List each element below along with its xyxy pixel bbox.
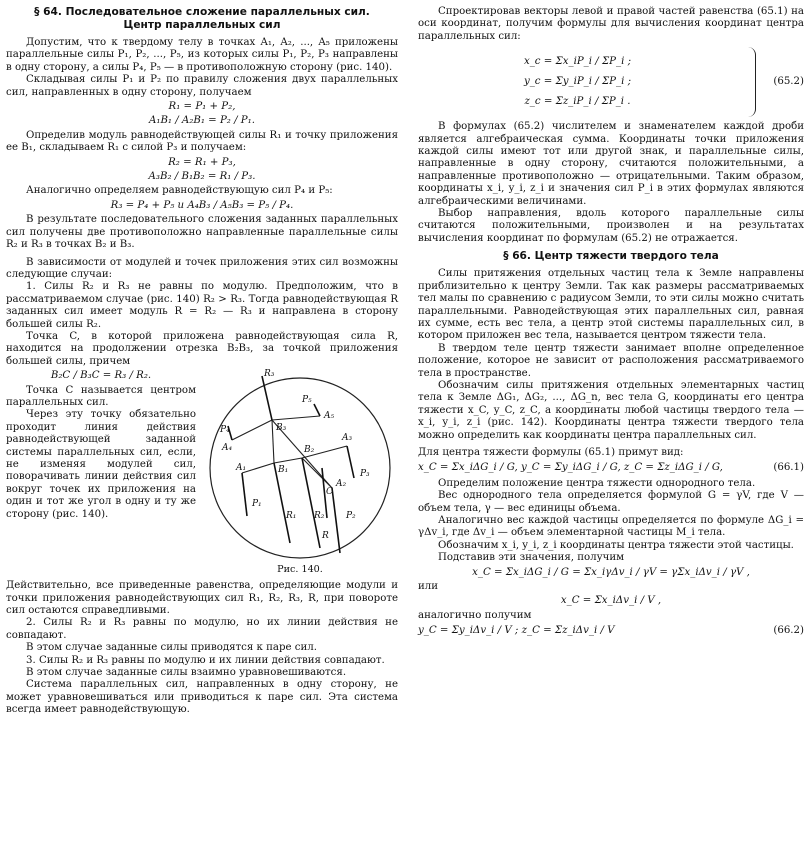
fig-label: P₁ bbox=[252, 499, 262, 510]
paragraph: Определим положение центра тяжести однородного тела. bbox=[438, 477, 756, 489]
text-figure-wrap bbox=[6, 368, 398, 580]
figure-140 bbox=[202, 368, 398, 580]
equation: R₂ = R₁ + P₃, bbox=[168, 156, 236, 168]
fig-label: C bbox=[326, 487, 333, 498]
paragraph: Обозначим x_i, y_i, z_i координаты центра тяжести этой частицы. bbox=[438, 539, 794, 551]
equation: x_c = Σx_iP_i / ΣP_i ; bbox=[523, 56, 632, 68]
left-column bbox=[6, 6, 398, 717]
equation-system-65-2 bbox=[418, 47, 804, 117]
paragraph: Точка C называется центром параллельных сил. bbox=[6, 384, 196, 408]
fig-label: R bbox=[322, 531, 329, 542]
paragraph: Система параллельных сил, направленных в одну сторону, не может уравновешиваться или приводиться к паре сил. Эта система всегда имеет равнодействующую. bbox=[6, 679, 398, 716]
fig-label: A₅ bbox=[324, 411, 335, 422]
paragraph: или bbox=[418, 581, 439, 593]
paragraph: 3. Силы R₂ и R₃ равны по модулю и их линии действия совпадают. bbox=[26, 654, 385, 666]
fig-label: P₂ bbox=[346, 511, 356, 522]
paragraph: Определив модуль равнодействующей силы R₁ и точку приложения ее B₁, складываем R₁ с силой P₃ и получаем: bbox=[6, 129, 398, 154]
paragraph: Через эту точку обязательно проходит линия действия равнодействующей заданной системы параллельных сил, если, не изменяя модулей сил, поворачивать линии действия сил вокруг точек их приложения на один и тот же угол в одну и ту же сторону (рис. 140). bbox=[6, 409, 196, 520]
paragraph: Складывая силы P₁ и P₂ по правилу сложения двух параллельных сил, направленных в одну сторону, получаем bbox=[6, 74, 398, 98]
fig-label: R₃ bbox=[264, 369, 275, 380]
fig-label: P₅ bbox=[302, 395, 312, 406]
paragraph: Допустим, что к твердому телу в точках A₁, A₂, ..., A₅ приложены параллельные силы P₁, P₂, ..., P₅, из которых силы P₁, P₂, P₃ направлены в одну сторону, а силы P₄, P₅ — в противоположную сторону (рис. 140). bbox=[6, 37, 398, 73]
paragraph: Силы притяжения отдельных частиц тела к Земле направлены приблизительно к центру Земли. Так как размеры рассматриваемых тел малы по сравнению с радиусом Земли, то эти силы можно считать параллельными. Равнодействующая этих параллельных сил, равная их сумме, есть вес тела, а центр этой системы параллельных сил, в котором приложен вес тела, называется центром тяжести тела. bbox=[418, 268, 804, 342]
fig-label: P₄ bbox=[220, 425, 230, 436]
paragraph: Для центра тяжести формулы (65.1) примут вид: bbox=[418, 446, 684, 458]
paragraph: В твердом теле центр тяжести занимает вполне определенное положение, которое не зависит от расположения рассматриваемого тела в пространстве. bbox=[418, 342, 804, 379]
paragraph: В зависимости от модулей и точек приложения этих сил возможны следующие случаи: bbox=[6, 256, 398, 280]
equation-66-1: x_C = Σx_iΔG_i / G, y_C = Σy_iΔG_i / G, z_C = Σz_iΔG_i / G, (66.1) bbox=[418, 462, 804, 474]
equation: A₃B₂ / B₁B₂ = R₁ / P₃. bbox=[148, 171, 256, 183]
paragraph: В формулах (65.2) числителем и знаменателем каждой дроби является алгебраическая сумма. Координаты точки приложения каждой силы имеют тот или другой знак, и параллельные силы, направленные в одну сторону, считаются положительными, а направленные противоположно — отрицательными. Таким образом, координаты x_i, y_i, z_i и значения сил P_i в этих формулах являются алгебраическими величинами. bbox=[418, 121, 804, 207]
equation: x_C = Σx_iΔv_i / V , bbox=[560, 595, 662, 607]
paragraph: Действительно, все приведенные равенства, определяющие модули и точки приложения равнодействующих сил R₁, R₂, R₃, R, при повороте сил остаются справедливыми. bbox=[6, 580, 398, 616]
equation: R₃ = P₄ + P₅ и A₄B₃ / A₅B₃ = P₅ / P₄. bbox=[110, 199, 294, 211]
equation: R₁ = P₁ + P₂, bbox=[168, 101, 236, 113]
paragraph: Вес однородного тела определяется формулой G = γV, где V — объем тела, γ — вес единицы объема. bbox=[418, 490, 804, 514]
paragraph: Точка C, в которой приложена равнодействующая сила R, находится на продолжении отрезка B₂B₃, за точкой приложения большей силы, причем bbox=[6, 330, 398, 367]
right-column bbox=[418, 6, 804, 641]
force-diagram bbox=[202, 368, 398, 564]
paragraph: Спроектировав векторы левой и правой частей равенства (65.1) на оси координат, получим формулы для вычисления координат центра параллельных сил: bbox=[418, 6, 804, 42]
fig-label: R₁ bbox=[286, 511, 297, 522]
equation-number: (65.2) bbox=[773, 76, 804, 88]
brace bbox=[745, 47, 756, 117]
equation-66-2: y_C = Σy_iΔv_i / V ; z_C = Σz_iΔv_i / V (66.2) bbox=[418, 625, 804, 637]
equation: B₂C / B₃C = R₃ / R₂. bbox=[50, 370, 152, 382]
paragraph: В результате последовательного сложения заданных параллельных сил получены две противоположно направленные параллельные силы R₂ и R₃ в точках B₂ и B₃. bbox=[6, 214, 398, 251]
paragraph: аналогично получим bbox=[418, 609, 532, 621]
section-title-64: § 64. Последовательное сложение параллельных сил. Центр параллельных сил bbox=[34, 6, 370, 31]
paragraph: Выбор направления, вдоль которого параллельные силы считаются положительными, произволен и на результатах вычисления координат по формулам (65.2) не отражается. bbox=[418, 208, 804, 244]
paragraph: Аналогично определяем равнодействующую сил P₄ и P₅: bbox=[26, 185, 333, 197]
wrapped-text bbox=[6, 368, 196, 580]
paragraph: 1. Силы R₂ и R₃ не равны по модулю. Предположим, что в рассматриваемом случае (рис. 140) R₂ > R₃. Тогда равнодействующая R заданных сил имеет модуль R = R₂ — R₃ и направлена в сторону большей силы R₂. bbox=[6, 281, 398, 330]
fig-label: A₂ bbox=[336, 479, 347, 490]
fig-label: P₃ bbox=[360, 469, 370, 480]
paragraph: Аналогично вес каждой частицы определяется по формуле ΔG_i = γΔv_i, где Δv_i — объем элементарной частицы M_i тела. bbox=[418, 515, 804, 539]
equation: A₁B₁ / A₂B₁ = P₂ / P₁. bbox=[149, 115, 255, 127]
paragraph: В этом случае заданные силы взаимно уравновешиваются. bbox=[26, 667, 347, 678]
paragraph: Обозначим силы притяжения отдельных элементарных частиц тела к Земле ΔG₁, ΔG₂, ..., ΔG_n, вес тела G, координаты его центра тяжести x_C, y_C, z_C, а координаты любой частицы твердого тела — x_i, y_i, z_i (рис. 142). Координаты центра тяжести твердого тела можно определить как координаты центра параллельных сил. bbox=[418, 379, 804, 441]
fig-label: A₃ bbox=[342, 433, 353, 444]
fig-label: R₂ bbox=[314, 511, 325, 522]
fig-label: A₄ bbox=[222, 443, 233, 454]
paragraph: 2. Силы R₂ и R₃ равны по модулю, но их линии действия не совпадают. bbox=[6, 617, 398, 641]
fig-label: A₁ bbox=[236, 463, 247, 474]
equation: x_C = Σx_iΔG_i / G = Σx_iγΔv_i / γV = γΣx_iΔv_i / γV , bbox=[472, 566, 750, 578]
paragraph: В этом случае заданные силы приводятся к паре сил. bbox=[26, 642, 317, 654]
figure-caption: Рис. 140. bbox=[277, 564, 323, 576]
section-title-66: § 66. Центр тяжести твердого тела bbox=[503, 250, 719, 263]
equation: y_c = Σy_iP_i / ΣP_i ; bbox=[523, 76, 632, 88]
fig-label: B₃ bbox=[276, 423, 287, 434]
equation: z_c = Σz_iP_i / ΣP_i . bbox=[524, 96, 631, 108]
paragraph: Подставив эти значения, получим bbox=[438, 552, 625, 564]
fig-label: B₂ bbox=[304, 445, 315, 456]
fig-label: B₁ bbox=[278, 465, 289, 476]
